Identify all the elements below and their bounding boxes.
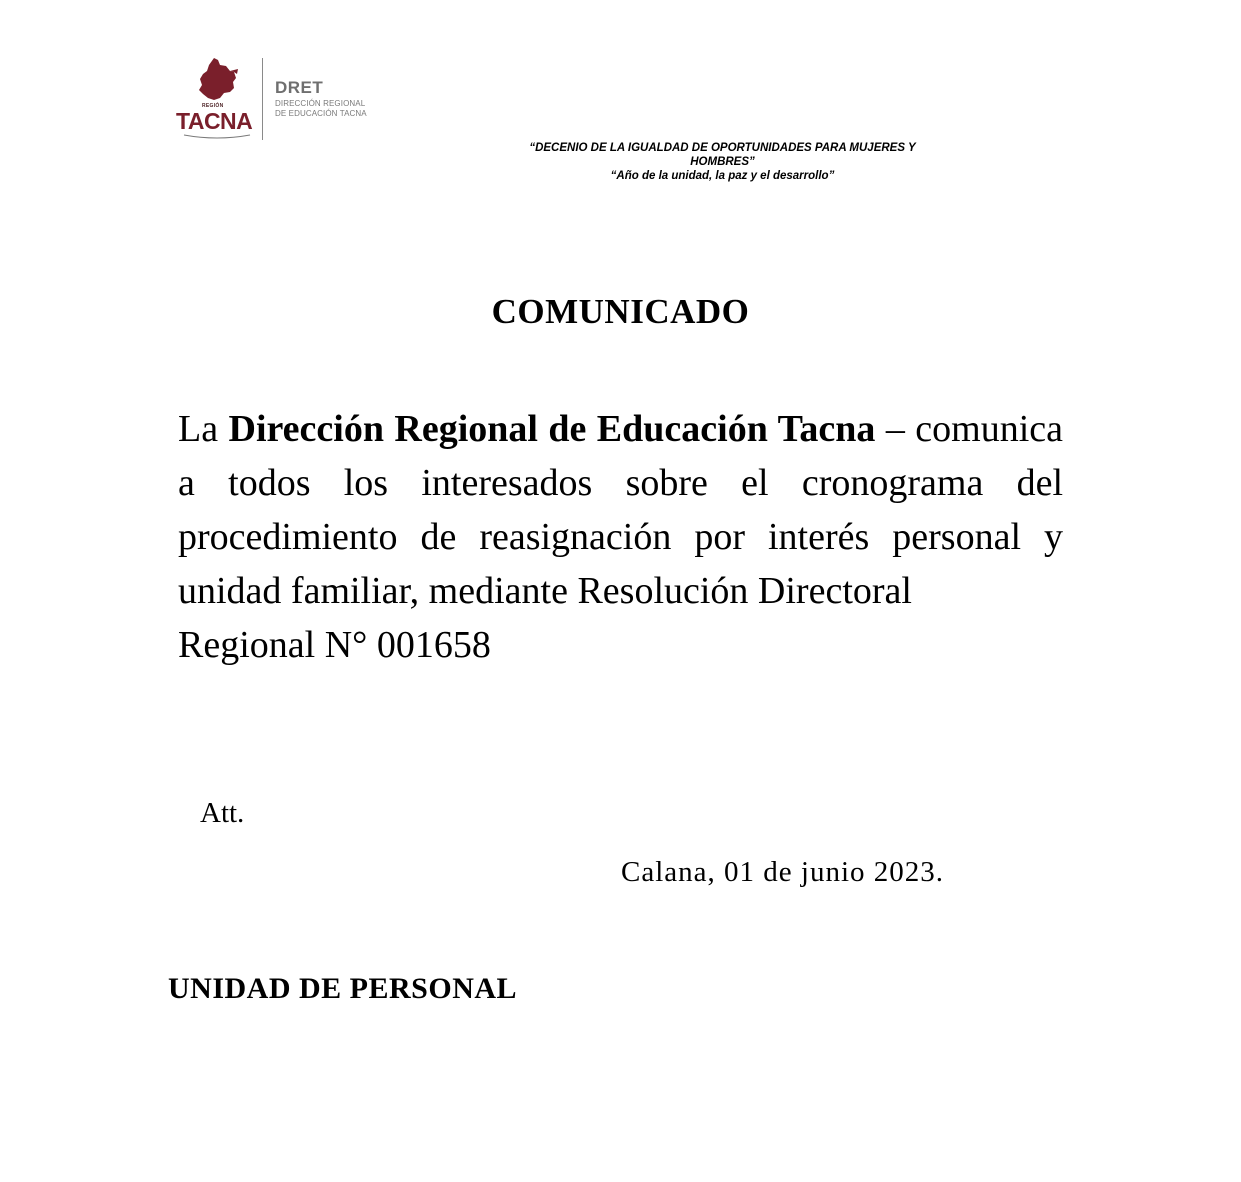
signature-unit: UNIDAD DE PERSONAL bbox=[168, 972, 518, 1005]
communique-body bbox=[178, 402, 1063, 672]
decade-motto: “DECENIO DE LA IGUALDAD DE OPORTUNIDADES PARA MUJERES Y HOMBRES” bbox=[529, 142, 916, 168]
institution-name: Dirección Regional de Educación Tacna bbox=[228, 408, 876, 450]
year-motto: “Año de la unidad, la paz y el desarrollo” bbox=[610, 170, 835, 182]
closing-att: Att. bbox=[200, 797, 245, 829]
logo-line-1: DIRECCIÓN REGIONAL bbox=[275, 99, 366, 108]
logo-swoosh-icon bbox=[182, 132, 252, 140]
body-paragraph bbox=[178, 402, 1063, 618]
dret-logo bbox=[176, 56, 386, 142]
header-mottos bbox=[505, 141, 940, 183]
tacna-emblem-icon bbox=[184, 56, 254, 108]
logo-divider bbox=[262, 58, 263, 140]
body-prefix: La bbox=[178, 408, 229, 450]
page-title: COMUNICADO bbox=[491, 292, 750, 331]
logo-region-label: REGIÓN bbox=[202, 103, 224, 109]
logo-acronym: DRET bbox=[275, 78, 324, 97]
resolution-number: Regional N° 001658 bbox=[178, 624, 491, 666]
date-line: Calana, 01 de junio 2023. bbox=[621, 856, 945, 888]
logo-region-name: TACNA bbox=[176, 108, 253, 134]
logo-line-2: DE EDUCACIÓN TACNA bbox=[275, 109, 367, 118]
body-text: – comunica a todos los interesados sobre el cronograma del procedimiento de reasignación por interés personal y unidad familiar, mediante Resolución Directoral bbox=[178, 408, 1063, 612]
